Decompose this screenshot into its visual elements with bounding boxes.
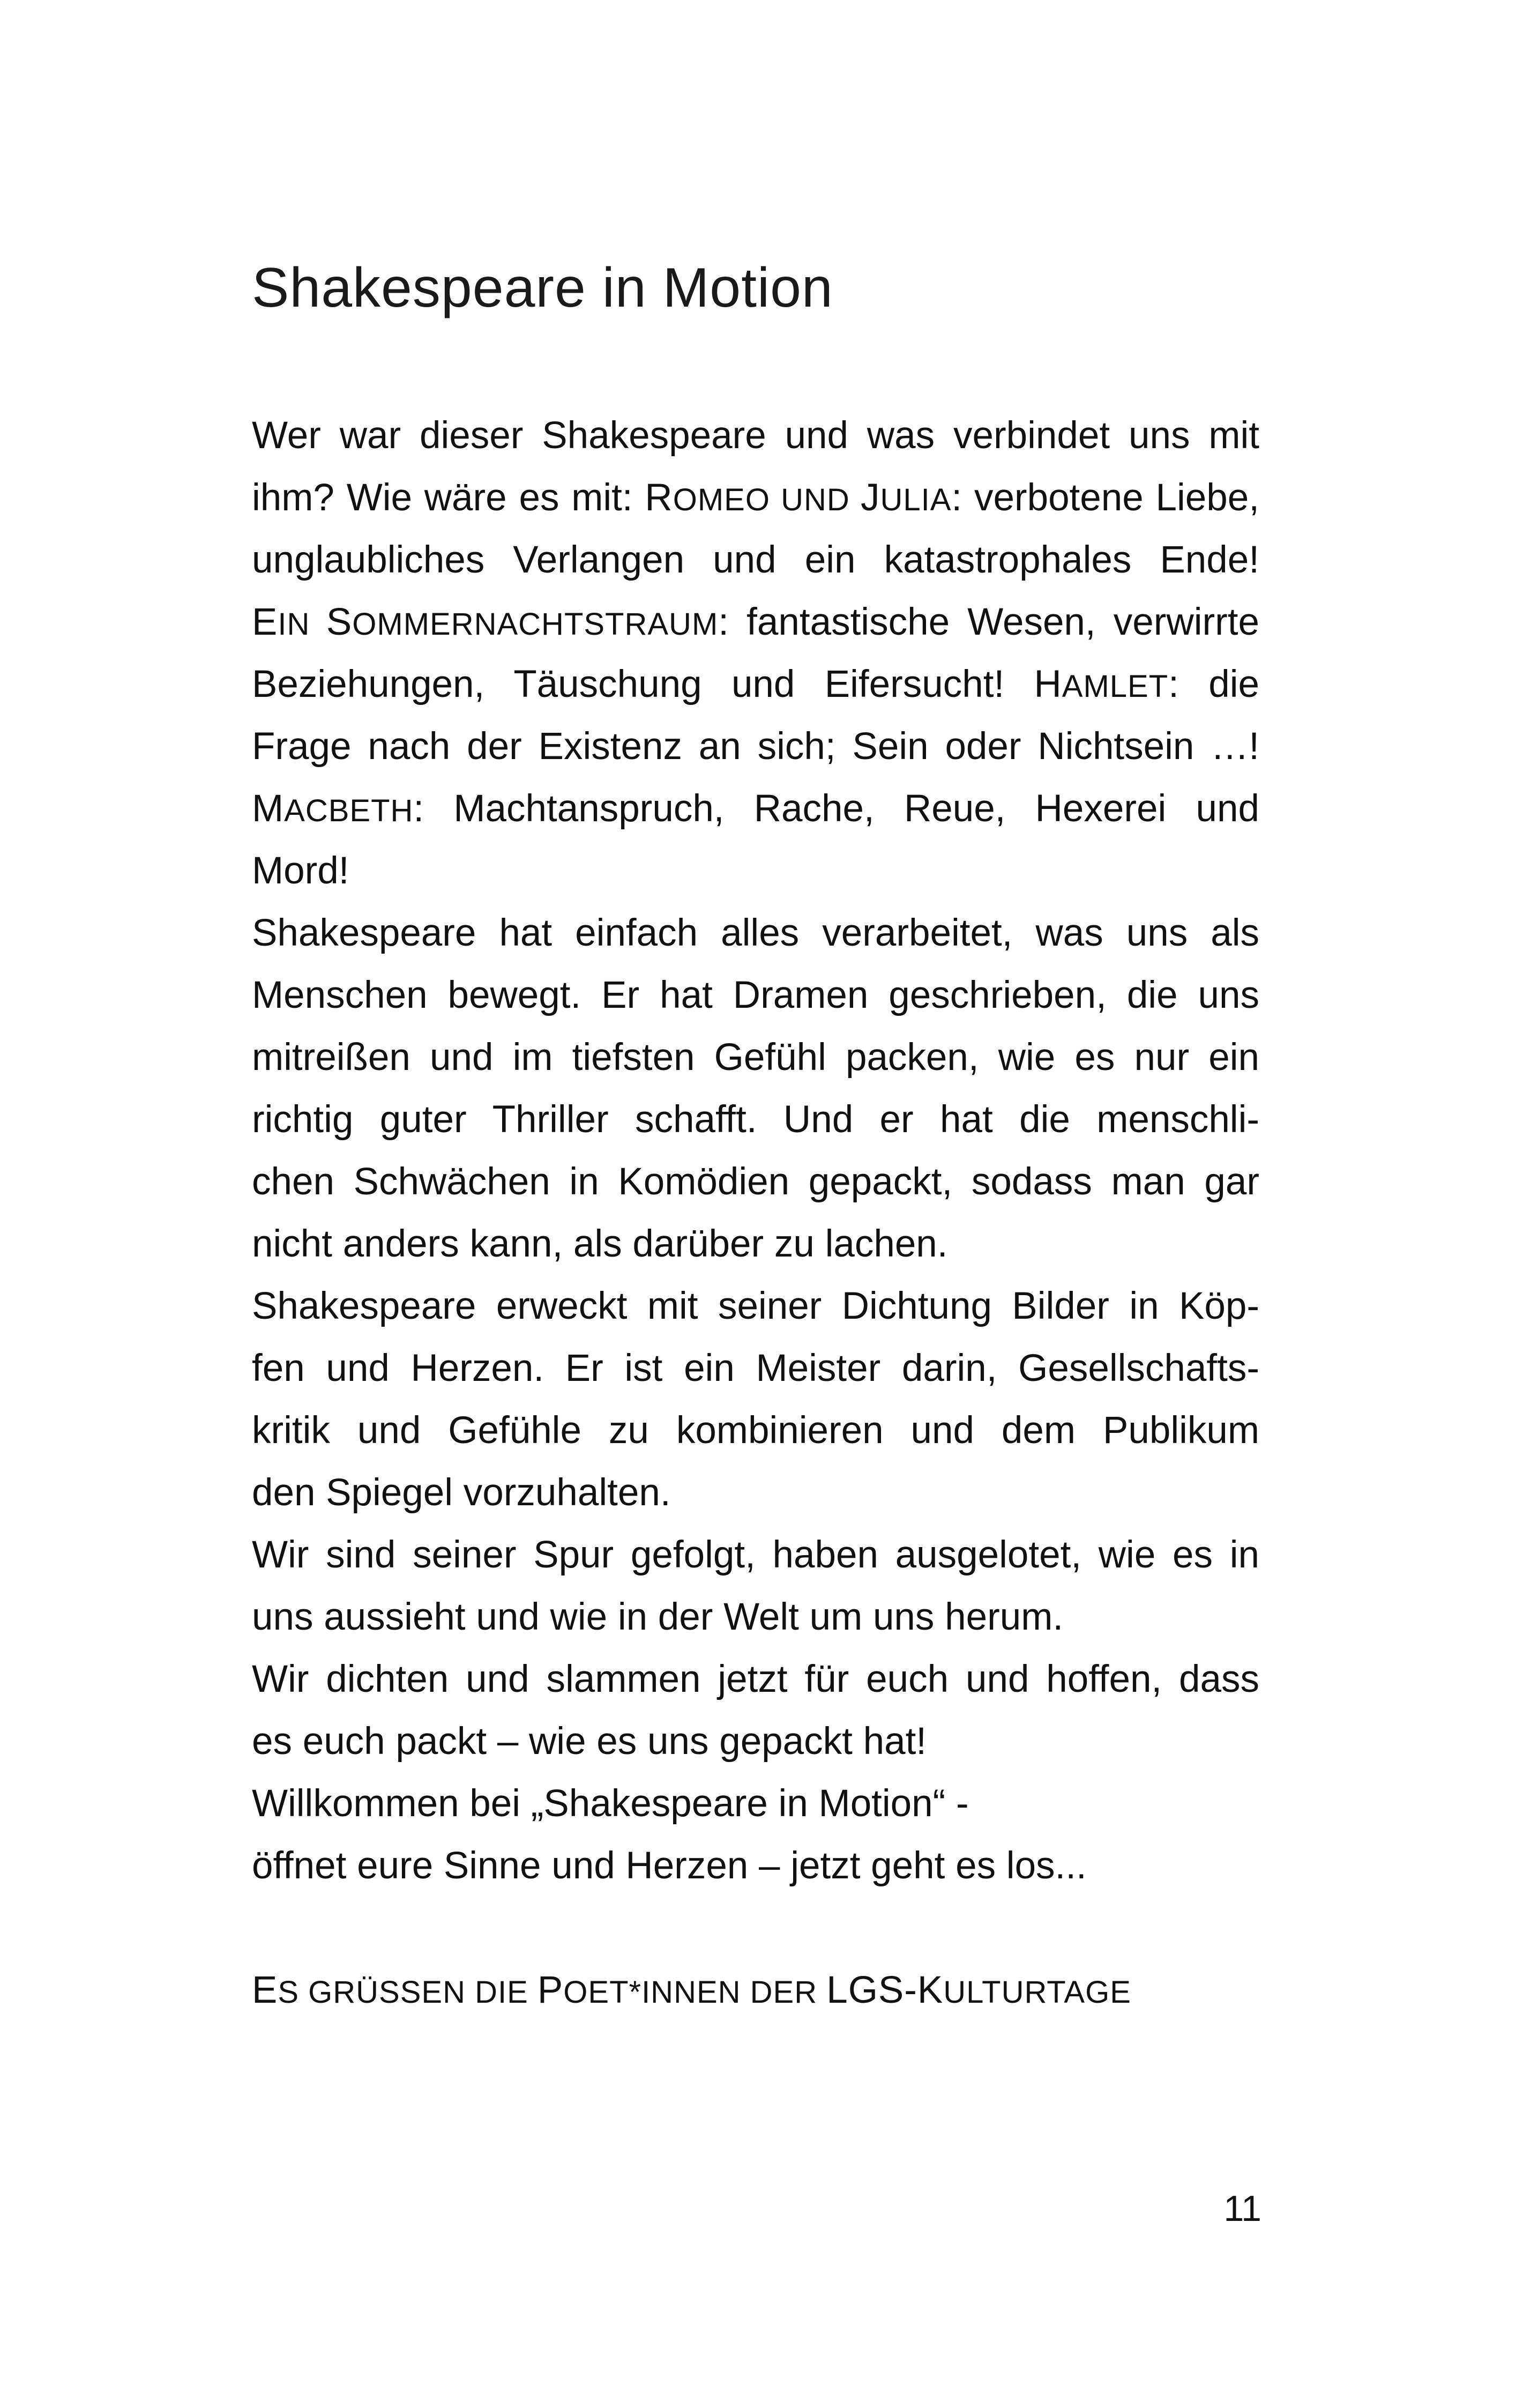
small-caps-run <box>537 1969 827 2011</box>
small-caps-rest: S GRÜSSEN DIE <box>278 1975 537 2010</box>
text-run: : die <box>1168 663 1259 705</box>
text-line: kritik und Gefühle zu kombinieren und dem Publikum <box>252 1409 1259 1452</box>
text-line <box>252 653 1259 716</box>
text-line: Frage nach der Existenz an sich; Sein oder Nichtsein …! <box>252 725 1259 768</box>
small-caps-run <box>252 601 326 643</box>
text-run: : verbotene Liebe, <box>951 477 1259 519</box>
page-number: 11 <box>1223 2188 1261 2229</box>
body-text <box>252 405 1259 1897</box>
small-caps-run <box>645 477 861 519</box>
text-line <box>252 778 1259 840</box>
small-caps-initial: S <box>326 601 353 643</box>
small-caps-rest: ULIA <box>880 482 952 517</box>
page-title: Shakespeare in Motion <box>252 257 833 319</box>
small-caps-rest: ULTURTAGE <box>943 1975 1131 2010</box>
text-run: : Machtanspruch, Rache, Reue, Hexerei und <box>413 787 1259 830</box>
greeting-signature <box>252 1961 1131 2020</box>
small-caps-rest: IN <box>278 607 326 642</box>
small-caps-rest: OET*INNEN DER <box>563 1975 827 2010</box>
text-run: Beziehungen, Täuschung und Eifersucht! <box>252 663 1034 705</box>
text-line: es euch packt – wie es uns gepackt hat! <box>252 1720 927 1763</box>
text-line: Menschen bewegt. Er hat Dramen geschrieben, die uns <box>252 974 1259 1016</box>
small-caps-run <box>326 601 719 643</box>
small-caps-run <box>860 477 952 519</box>
text-run: ihm? Wie wäre es mit: <box>252 477 645 519</box>
small-caps-rest: OMEO UND <box>673 482 861 517</box>
text-line: mitreißen und im tiefsten Gefühl packen, wie es nur ein <box>252 1036 1259 1079</box>
text-line: Willkommen bei „Shakespeare in Motion“ - <box>252 1782 969 1825</box>
small-caps-initial: H <box>1034 663 1062 705</box>
small-caps-run <box>1034 663 1169 705</box>
text-line: Wir dichten und slammen jetzt für euch und hoffen, dass <box>252 1658 1259 1700</box>
small-caps-initial: P <box>537 1969 564 2011</box>
text-run: : fantastische Wesen, verwirrte <box>718 601 1259 643</box>
text-line: chen Schwächen in Komödien gepackt, sodass man gar <box>252 1161 1259 1203</box>
text-line: den Spiegel vorzuhalten. <box>252 1471 671 1514</box>
small-caps-rest: OMMERNACHTSTRAUM <box>352 607 719 642</box>
small-caps-initial: E <box>252 1969 278 2011</box>
text-line: richtig guter Thriller schafft. Und er hat die menschli- <box>252 1098 1259 1141</box>
text-line: nicht anders kann, als darüber zu lachen. <box>252 1223 948 1265</box>
small-caps-rest: ACBETH <box>284 793 414 828</box>
text-line: Mord! <box>252 850 349 892</box>
small-caps-rest: AMLET <box>1062 669 1169 704</box>
text-line <box>252 467 1259 529</box>
text-line: uns aussieht und wie in der Welt um uns herum. <box>252 1596 1064 1638</box>
small-caps-run <box>826 1969 1131 2011</box>
text-line: unglaubliches Verlangen und ein katastrophales Ende! <box>252 539 1259 581</box>
small-caps-run <box>252 787 414 830</box>
text-line <box>252 591 1259 653</box>
text-line: fen und Herzen. Er ist ein Meister darin, Gesellschafts- <box>252 1347 1259 1389</box>
small-caps-initial: LGS-K <box>826 1969 944 2011</box>
text-line: Wer war dieser Shakespeare und was verbindet uns mit <box>252 414 1259 457</box>
text-line: Shakespeare hat einfach alles verarbeitet, was uns als <box>252 912 1259 954</box>
text-line: Wir sind seiner Spur gefolgt, haben ausgelotet, wie es in <box>252 1534 1259 1576</box>
small-caps-run <box>252 1969 537 2011</box>
text-line: Shakespeare erweckt mit seiner Dichtung Bilder in Köp- <box>252 1285 1259 1327</box>
small-caps-initial: M <box>252 787 285 830</box>
small-caps-initial: R <box>645 477 673 519</box>
small-caps-initial: J <box>860 477 880 519</box>
small-caps-initial: E <box>252 601 278 643</box>
text-line: öffnet eure Sinne und Herzen – jetzt geht es los... <box>252 1845 1087 1887</box>
